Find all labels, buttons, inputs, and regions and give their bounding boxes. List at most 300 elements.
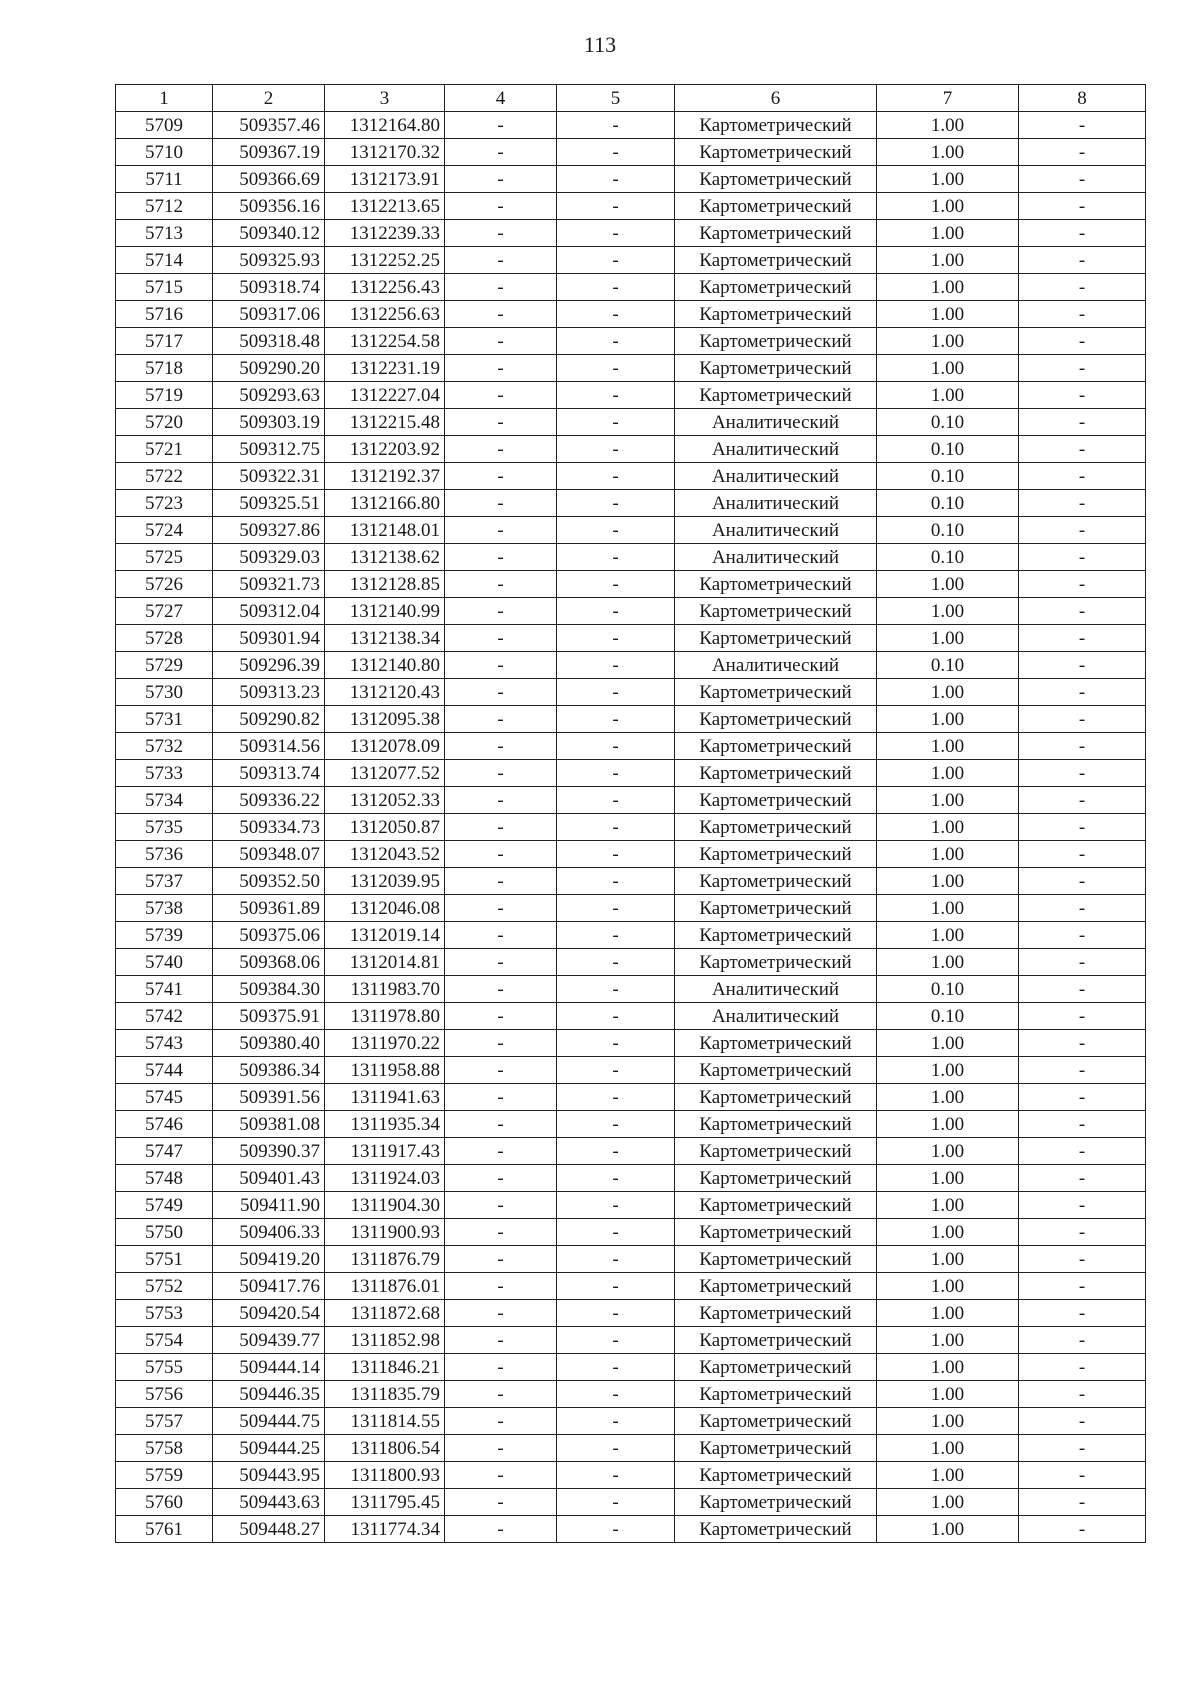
y-coordinate-cell: 1312140.80 [325, 652, 445, 679]
column-8-cell: - [1019, 1300, 1146, 1327]
method-cell: Картометрический [675, 382, 877, 409]
column-4-cell: - [445, 382, 557, 409]
accuracy-cell: 1.00 [877, 706, 1019, 733]
x-coordinate-cell: 509313.23 [213, 679, 325, 706]
column-4-cell: - [445, 1219, 557, 1246]
method-cell: Картометрический [675, 841, 877, 868]
point-number-cell: 5719 [116, 382, 213, 409]
y-coordinate-cell: 1312166.80 [325, 490, 445, 517]
y-coordinate-cell: 1312148.01 [325, 517, 445, 544]
table-row [116, 436, 1146, 463]
method-cell: Аналитический [675, 436, 877, 463]
method-cell: Картометрический [675, 1246, 877, 1273]
point-number-cell: 5729 [116, 652, 213, 679]
table-row [116, 517, 1146, 544]
table-row [116, 868, 1146, 895]
column-4-cell: - [445, 112, 557, 139]
x-coordinate-cell: 509321.73 [213, 571, 325, 598]
accuracy-cell: 1.00 [877, 1057, 1019, 1084]
y-coordinate-cell: 1312014.81 [325, 949, 445, 976]
column-8-cell: - [1019, 1165, 1146, 1192]
y-coordinate-cell: 1312019.14 [325, 922, 445, 949]
table-row [116, 1327, 1146, 1354]
table-row [116, 1246, 1146, 1273]
column-8-cell: - [1019, 787, 1146, 814]
y-coordinate-cell: 1312050.87 [325, 814, 445, 841]
column-8-cell: - [1019, 1489, 1146, 1516]
column-5-cell: - [557, 1381, 675, 1408]
point-number-cell: 5710 [116, 139, 213, 166]
column-4-cell: - [445, 976, 557, 1003]
table-row [116, 1003, 1146, 1030]
point-number-cell: 5759 [116, 1462, 213, 1489]
method-cell: Картометрический [675, 1057, 877, 1084]
column-4-cell: - [445, 1246, 557, 1273]
column-4-cell: - [445, 220, 557, 247]
x-coordinate-cell: 509296.39 [213, 652, 325, 679]
column-5-cell: - [557, 895, 675, 922]
accuracy-cell: 0.10 [877, 409, 1019, 436]
column-4-cell: - [445, 1084, 557, 1111]
table-row [116, 1408, 1146, 1435]
y-coordinate-cell: 1312140.99 [325, 598, 445, 625]
y-coordinate-cell: 1311852.98 [325, 1327, 445, 1354]
column-4-cell: - [445, 1165, 557, 1192]
column-4-cell: - [445, 1462, 557, 1489]
accuracy-cell: 1.00 [877, 1354, 1019, 1381]
method-cell: Картометрический [675, 355, 877, 382]
column-5-cell: - [557, 490, 675, 517]
column-8-cell: - [1019, 733, 1146, 760]
column-8-cell: - [1019, 1327, 1146, 1354]
accuracy-cell: 1.00 [877, 1327, 1019, 1354]
column-8-cell: - [1019, 544, 1146, 571]
column-4-cell: - [445, 787, 557, 814]
method-cell: Аналитический [675, 463, 877, 490]
y-coordinate-cell: 1312170.32 [325, 139, 445, 166]
accuracy-cell: 1.00 [877, 382, 1019, 409]
method-cell: Картометрический [675, 868, 877, 895]
method-cell: Картометрический [675, 1327, 877, 1354]
table-row [116, 895, 1146, 922]
point-number-cell: 5730 [116, 679, 213, 706]
table-row [116, 652, 1146, 679]
column-8-cell: - [1019, 1273, 1146, 1300]
accuracy-cell: 0.10 [877, 652, 1019, 679]
method-cell: Картометрический [675, 706, 877, 733]
accuracy-cell: 0.10 [877, 490, 1019, 517]
column-8-cell: - [1019, 166, 1146, 193]
column-5-cell: - [557, 544, 675, 571]
table-row [116, 409, 1146, 436]
table-row [116, 1219, 1146, 1246]
column-4-cell: - [445, 274, 557, 301]
table-row [116, 328, 1146, 355]
accuracy-cell: 1.00 [877, 1381, 1019, 1408]
y-coordinate-cell: 1311876.79 [325, 1246, 445, 1273]
column-8-cell: - [1019, 1192, 1146, 1219]
x-coordinate-cell: 509322.31 [213, 463, 325, 490]
column-5-cell: - [557, 1219, 675, 1246]
column-4-cell: - [445, 301, 557, 328]
x-coordinate-cell: 509448.27 [213, 1516, 325, 1543]
column-5-cell: - [557, 1111, 675, 1138]
point-number-cell: 5724 [116, 517, 213, 544]
column-8-cell: - [1019, 1057, 1146, 1084]
method-cell: Картометрический [675, 1138, 877, 1165]
column-8-cell: - [1019, 1354, 1146, 1381]
column-8-cell: - [1019, 1462, 1146, 1489]
column-8-cell: - [1019, 436, 1146, 463]
method-cell: Аналитический [675, 976, 877, 1003]
method-cell: Аналитический [675, 490, 877, 517]
y-coordinate-cell: 1312138.62 [325, 544, 445, 571]
column-8-cell: - [1019, 760, 1146, 787]
column-4-cell: - [445, 679, 557, 706]
method-cell: Картометрический [675, 787, 877, 814]
column-8-cell: - [1019, 220, 1146, 247]
table-row [116, 571, 1146, 598]
method-cell: Картометрический [675, 1462, 877, 1489]
accuracy-cell: 1.00 [877, 166, 1019, 193]
y-coordinate-cell: 1311835.79 [325, 1381, 445, 1408]
column-header: 1 [116, 85, 213, 112]
x-coordinate-cell: 509301.94 [213, 625, 325, 652]
y-coordinate-cell: 1312215.48 [325, 409, 445, 436]
method-cell: Картометрический [675, 247, 877, 274]
x-coordinate-cell: 509317.06 [213, 301, 325, 328]
accuracy-cell: 0.10 [877, 544, 1019, 571]
accuracy-cell: 0.10 [877, 436, 1019, 463]
column-4-cell: - [445, 868, 557, 895]
column-4-cell: - [445, 733, 557, 760]
column-5-cell: - [557, 1165, 675, 1192]
column-8-cell: - [1019, 598, 1146, 625]
x-coordinate-cell: 509390.37 [213, 1138, 325, 1165]
x-coordinate-cell: 509318.48 [213, 328, 325, 355]
y-coordinate-cell: 1312227.04 [325, 382, 445, 409]
accuracy-cell: 1.00 [877, 1516, 1019, 1543]
x-coordinate-cell: 509417.76 [213, 1273, 325, 1300]
method-cell: Картометрический [675, 1273, 877, 1300]
point-number-cell: 5754 [116, 1327, 213, 1354]
point-number-cell: 5735 [116, 814, 213, 841]
y-coordinate-cell: 1311876.01 [325, 1273, 445, 1300]
table-header-row [116, 85, 1146, 112]
column-8-cell: - [1019, 949, 1146, 976]
table-row [116, 1300, 1146, 1327]
column-5-cell: - [557, 571, 675, 598]
column-5-cell: - [557, 1273, 675, 1300]
column-8-cell: - [1019, 1219, 1146, 1246]
table-row [116, 382, 1146, 409]
accuracy-cell: 1.00 [877, 355, 1019, 382]
y-coordinate-cell: 1312231.19 [325, 355, 445, 382]
column-8-cell: - [1019, 976, 1146, 1003]
x-coordinate-cell: 509443.63 [213, 1489, 325, 1516]
point-number-cell: 5709 [116, 112, 213, 139]
y-coordinate-cell: 1312256.43 [325, 274, 445, 301]
column-8-cell: - [1019, 922, 1146, 949]
accuracy-cell: 1.00 [877, 301, 1019, 328]
point-number-cell: 5739 [116, 922, 213, 949]
point-number-cell: 5737 [116, 868, 213, 895]
x-coordinate-cell: 509348.07 [213, 841, 325, 868]
column-5-cell: - [557, 1462, 675, 1489]
point-number-cell: 5745 [116, 1084, 213, 1111]
table-row [116, 1462, 1146, 1489]
x-coordinate-cell: 509375.06 [213, 922, 325, 949]
accuracy-cell: 1.00 [877, 760, 1019, 787]
x-coordinate-cell: 509312.04 [213, 598, 325, 625]
column-5-cell: - [557, 1003, 675, 1030]
accuracy-cell: 1.00 [877, 1246, 1019, 1273]
y-coordinate-cell: 1312256.63 [325, 301, 445, 328]
column-5-cell: - [557, 1408, 675, 1435]
accuracy-cell: 1.00 [877, 274, 1019, 301]
column-4-cell: - [445, 1354, 557, 1381]
x-coordinate-cell: 509361.89 [213, 895, 325, 922]
column-8-cell: - [1019, 382, 1146, 409]
column-5-cell: - [557, 1435, 675, 1462]
column-8-cell: - [1019, 814, 1146, 841]
point-number-cell: 5720 [116, 409, 213, 436]
column-header: 5 [557, 85, 675, 112]
x-coordinate-cell: 509290.82 [213, 706, 325, 733]
column-4-cell: - [445, 463, 557, 490]
table-row [116, 220, 1146, 247]
point-number-cell: 5760 [116, 1489, 213, 1516]
column-5-cell: - [557, 1327, 675, 1354]
table-row [116, 544, 1146, 571]
column-4-cell: - [445, 1057, 557, 1084]
column-5-cell: - [557, 1192, 675, 1219]
accuracy-cell: 1.00 [877, 1489, 1019, 1516]
point-number-cell: 5728 [116, 625, 213, 652]
point-number-cell: 5716 [116, 301, 213, 328]
x-coordinate-cell: 509386.34 [213, 1057, 325, 1084]
accuracy-cell: 1.00 [877, 112, 1019, 139]
column-4-cell: - [445, 517, 557, 544]
x-coordinate-cell: 509334.73 [213, 814, 325, 841]
table-row [116, 1435, 1146, 1462]
column-4-cell: - [445, 760, 557, 787]
column-8-cell: - [1019, 409, 1146, 436]
y-coordinate-cell: 1312254.58 [325, 328, 445, 355]
accuracy-cell: 1.00 [877, 1192, 1019, 1219]
method-cell: Картометрический [675, 1516, 877, 1543]
y-coordinate-cell: 1311795.45 [325, 1489, 445, 1516]
column-5-cell: - [557, 652, 675, 679]
y-coordinate-cell: 1312077.52 [325, 760, 445, 787]
column-4-cell: - [445, 247, 557, 274]
column-5-cell: - [557, 787, 675, 814]
y-coordinate-cell: 1312078.09 [325, 733, 445, 760]
point-number-cell: 5713 [116, 220, 213, 247]
accuracy-cell: 1.00 [877, 571, 1019, 598]
column-5-cell: - [557, 1489, 675, 1516]
table-row [116, 706, 1146, 733]
table-row [116, 625, 1146, 652]
column-4-cell: - [445, 1381, 557, 1408]
y-coordinate-cell: 1311935.34 [325, 1111, 445, 1138]
accuracy-cell: 1.00 [877, 193, 1019, 220]
column-8-cell: - [1019, 1003, 1146, 1030]
column-8-cell: - [1019, 112, 1146, 139]
accuracy-cell: 1.00 [877, 1219, 1019, 1246]
point-number-cell: 5740 [116, 949, 213, 976]
column-4-cell: - [445, 544, 557, 571]
x-coordinate-cell: 509357.46 [213, 112, 325, 139]
point-number-cell: 5734 [116, 787, 213, 814]
table-row [116, 301, 1146, 328]
x-coordinate-cell: 509439.77 [213, 1327, 325, 1354]
table-row [116, 355, 1146, 382]
table-row [116, 1192, 1146, 1219]
y-coordinate-cell: 1312039.95 [325, 868, 445, 895]
column-5-cell: - [557, 382, 675, 409]
y-coordinate-cell: 1312052.33 [325, 787, 445, 814]
method-cell: Картометрический [675, 625, 877, 652]
x-coordinate-cell: 509444.75 [213, 1408, 325, 1435]
point-number-cell: 5747 [116, 1138, 213, 1165]
accuracy-cell: 1.00 [877, 1084, 1019, 1111]
column-5-cell: - [557, 1084, 675, 1111]
x-coordinate-cell: 509367.19 [213, 139, 325, 166]
column-5-cell: - [557, 301, 675, 328]
column-header: 3 [325, 85, 445, 112]
accuracy-cell: 1.00 [877, 1462, 1019, 1489]
column-4-cell: - [445, 949, 557, 976]
y-coordinate-cell: 1312164.80 [325, 112, 445, 139]
column-5-cell: - [557, 1300, 675, 1327]
y-coordinate-cell: 1312095.38 [325, 706, 445, 733]
accuracy-cell: 1.00 [877, 1138, 1019, 1165]
column-5-cell: - [557, 1030, 675, 1057]
column-5-cell: - [557, 166, 675, 193]
accuracy-cell: 1.00 [877, 814, 1019, 841]
method-cell: Картометрический [675, 814, 877, 841]
point-number-cell: 5748 [116, 1165, 213, 1192]
point-number-cell: 5755 [116, 1354, 213, 1381]
point-number-cell: 5736 [116, 841, 213, 868]
column-4-cell: - [445, 139, 557, 166]
column-4-cell: - [445, 922, 557, 949]
table-row [116, 787, 1146, 814]
column-5-cell: - [557, 841, 675, 868]
x-coordinate-cell: 509293.63 [213, 382, 325, 409]
column-4-cell: - [445, 1192, 557, 1219]
column-5-cell: - [557, 517, 675, 544]
column-5-cell: - [557, 922, 675, 949]
column-8-cell: - [1019, 841, 1146, 868]
point-number-cell: 5757 [116, 1408, 213, 1435]
method-cell: Картометрический [675, 193, 877, 220]
coordinates-table [115, 84, 1146, 1543]
accuracy-cell: 1.00 [877, 1030, 1019, 1057]
method-cell: Картометрический [675, 760, 877, 787]
table-row [116, 1030, 1146, 1057]
x-coordinate-cell: 509336.22 [213, 787, 325, 814]
column-5-cell: - [557, 733, 675, 760]
method-cell: Картометрический [675, 1165, 877, 1192]
page-number: 113 [583, 32, 617, 57]
x-coordinate-cell: 509446.35 [213, 1381, 325, 1408]
x-coordinate-cell: 509384.30 [213, 976, 325, 1003]
column-8-cell: - [1019, 355, 1146, 382]
column-4-cell: - [445, 1408, 557, 1435]
column-4-cell: - [445, 625, 557, 652]
column-5-cell: - [557, 463, 675, 490]
column-8-cell: - [1019, 463, 1146, 490]
method-cell: Картометрический [675, 571, 877, 598]
table-row [116, 922, 1146, 949]
column-5-cell: - [557, 220, 675, 247]
column-8-cell: - [1019, 679, 1146, 706]
x-coordinate-cell: 509352.50 [213, 868, 325, 895]
point-number-cell: 5750 [116, 1219, 213, 1246]
x-coordinate-cell: 509444.14 [213, 1354, 325, 1381]
accuracy-cell: 1.00 [877, 247, 1019, 274]
method-cell: Картометрический [675, 1084, 877, 1111]
x-coordinate-cell: 509312.75 [213, 436, 325, 463]
table-row [116, 1111, 1146, 1138]
y-coordinate-cell: 1311800.93 [325, 1462, 445, 1489]
table-row [116, 463, 1146, 490]
column-4-cell: - [445, 1003, 557, 1030]
y-coordinate-cell: 1311806.54 [325, 1435, 445, 1462]
table-row [116, 733, 1146, 760]
y-coordinate-cell: 1311846.21 [325, 1354, 445, 1381]
column-8-cell: - [1019, 247, 1146, 274]
method-cell: Картометрический [675, 922, 877, 949]
column-4-cell: - [445, 895, 557, 922]
column-5-cell: - [557, 1246, 675, 1273]
x-coordinate-cell: 509443.95 [213, 1462, 325, 1489]
accuracy-cell: 0.10 [877, 976, 1019, 1003]
column-4-cell: - [445, 436, 557, 463]
column-4-cell: - [445, 652, 557, 679]
column-4-cell: - [445, 1489, 557, 1516]
point-number-cell: 5738 [116, 895, 213, 922]
column-header: 6 [675, 85, 877, 112]
column-5-cell: - [557, 679, 675, 706]
point-number-cell: 5732 [116, 733, 213, 760]
accuracy-cell: 1.00 [877, 139, 1019, 166]
column-8-cell: - [1019, 1516, 1146, 1543]
column-4-cell: - [445, 1435, 557, 1462]
y-coordinate-cell: 1312203.92 [325, 436, 445, 463]
point-number-cell: 5761 [116, 1516, 213, 1543]
point-number-cell: 5711 [116, 166, 213, 193]
column-8-cell: - [1019, 139, 1146, 166]
y-coordinate-cell: 1312128.85 [325, 571, 445, 598]
table-row [116, 490, 1146, 517]
point-number-cell: 5731 [116, 706, 213, 733]
method-cell: Картометрический [675, 1219, 877, 1246]
table-row [116, 976, 1146, 1003]
table-row [116, 1489, 1146, 1516]
method-cell: Аналитический [675, 544, 877, 571]
table-row [116, 1516, 1146, 1543]
accuracy-cell: 1.00 [877, 1435, 1019, 1462]
y-coordinate-cell: 1311917.43 [325, 1138, 445, 1165]
table-row [116, 166, 1146, 193]
method-cell: Картометрический [675, 301, 877, 328]
y-coordinate-cell: 1312192.37 [325, 463, 445, 490]
x-coordinate-cell: 509406.33 [213, 1219, 325, 1246]
table-row [116, 598, 1146, 625]
